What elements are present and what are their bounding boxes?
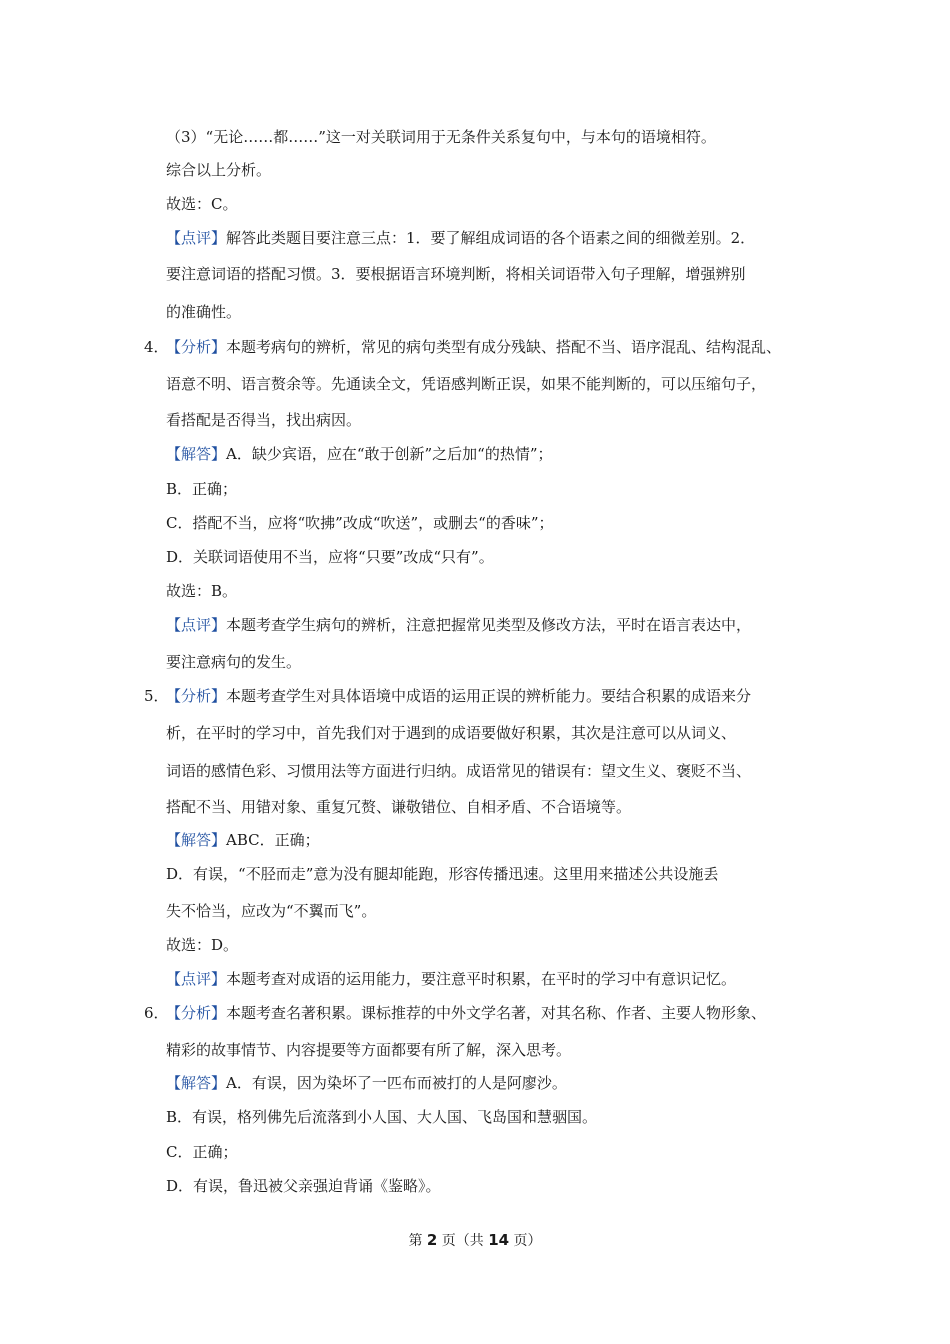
page-footer — [0, 1230, 950, 1251]
q5-answer-line-4: 故选：D。 — [166, 936, 239, 954]
footer-prefix: 第 — [408, 1233, 427, 1249]
analysis-tag: 【分析】 — [166, 1004, 227, 1022]
answer-text: A．有误，因为染坏了一匹布而被打的人是阿廖沙。 — [226, 1074, 567, 1092]
q4-answer-line-4: D．关联词语使用不当，应将“只要”改成“只有”。 — [166, 548, 494, 566]
block3-line-1: （3）“无论……都……”这一对关联词用于无条件关系复句中，与本句的语境相符。 — [166, 128, 716, 146]
q5-answer-line-3: 失不恰当，应改为“不翼而飞”。 — [166, 902, 377, 920]
footer-middle: 页（共 — [437, 1233, 489, 1249]
q5-answer-line-2: D．有误，“不胫而走”意为没有腿却能跑，形容传播迅速。这里用来描述公共设施丢 — [166, 865, 719, 883]
question-6-number: 6． — [144, 1004, 169, 1022]
block3-comment-line-1 — [166, 228, 826, 248]
analysis-text: 本题考病句的辨析，常见的病句类型有成分残缺、搭配不当、语序混乱、结构混乱、 — [226, 338, 782, 356]
q6-analysis-line-2: 精彩的故事情节、内容提要等方面都要有所了解，深入思考。 — [166, 1041, 572, 1059]
q4-analysis-line-3: 看搭配是否得当，找出病因。 — [166, 411, 362, 429]
comment-tag: 【点评】 — [166, 970, 227, 988]
answer-tag: 【解答】 — [166, 445, 227, 463]
q5-analysis-line-4: 搭配不当、用错对象、重复冗赘、谦敬错位、自相矛盾、不合语境等。 — [166, 798, 632, 816]
comment-tag: 【点评】 — [166, 229, 227, 247]
analysis-tag: 【分析】 — [166, 687, 227, 705]
q5-analysis-line-3: 词语的感情色彩、习惯用法等方面进行归纳。成语常见的错误有：望文生义、褒贬不当、 — [166, 762, 752, 780]
q5-analysis-line-1 — [166, 686, 826, 706]
answer-tag: 【解答】 — [166, 1074, 227, 1092]
q4-answer-line-2: B．正确； — [166, 480, 238, 498]
answer-tag: 【解答】 — [166, 831, 227, 849]
q6-analysis-line-1 — [166, 1003, 826, 1023]
q4-comment-line-1 — [166, 615, 826, 635]
footer-total-pages: 14 — [488, 1231, 510, 1249]
q6-answer-line-2: B．有误，格列佛先后流落到小人国、大人国、飞岛国和慧骃国。 — [166, 1108, 598, 1126]
q4-comment-line-2: 要注意病句的发生。 — [166, 653, 302, 671]
footer-suffix: 页） — [509, 1233, 542, 1249]
question-5-number: 5． — [144, 687, 169, 705]
block3-line-3: 故选：C。 — [166, 195, 238, 213]
block3-comment-line-2: 要注意词语的搭配习惯。3．要根据语言环境判断，将相关词语带入句子理解，增强辨别 — [166, 265, 746, 283]
q4-analysis-line-2: 语意不明、语言赘余等。先通读全文，凭语感判断正误，如果不能判断的，可以压缩句子， — [166, 375, 767, 393]
analysis-text: 本题考查学生对具体语境中成语的运用正误的辨析能力。要结合积累的成语来分 — [226, 687, 752, 705]
comment-text: 解答此类题目要注意三点：1．要了解组成词语的各个语素之间的细微差别。2． — [226, 229, 756, 247]
q6-answer-line-4: D．有误，鲁迅被父亲强迫背诵《鉴略》。 — [166, 1177, 441, 1195]
q5-analysis-line-2: 析，在平时的学习中，首先我们对于遇到的成语要做好积累，其次是注意可以从词义、 — [166, 724, 737, 742]
footer-page-number: 2 — [426, 1231, 438, 1249]
comment-text: 本题考查对成语的运用能力，要注意平时积累，在平时的学习中有意识记忆。 — [226, 970, 737, 988]
comment-text: 本题考查学生病句的辨析，注意把握常见类型及修改方法，平时在语言表达中， — [226, 616, 752, 634]
comment-tag: 【点评】 — [166, 616, 227, 634]
analysis-text: 本题考查名著积累。课标推荐的中外文学名著，对其名称、作者、主要人物形象、 — [226, 1004, 767, 1022]
q6-answer-line-3: C．正确； — [166, 1143, 238, 1161]
block3-line-2: 综合以上分析。 — [166, 161, 272, 179]
q4-answer-line-5: 故选：B。 — [166, 582, 238, 600]
q6-answer-line-1 — [166, 1073, 826, 1093]
answer-text: A．缺少宾语，应在“敢于创新”之后加“的热情”； — [226, 445, 553, 463]
answer-text: ABC．正确； — [226, 831, 320, 849]
block3-comment-line-3: 的准确性。 — [166, 303, 242, 321]
q5-comment-line-1 — [166, 969, 826, 989]
q4-answer-line-3: C．搭配不当，应将“吹拂”改成“吹送”，或删去“的香味”； — [166, 514, 554, 532]
analysis-tag: 【分析】 — [166, 338, 227, 356]
q4-analysis-line-1 — [166, 337, 826, 357]
q5-answer-line-1 — [166, 830, 826, 850]
question-4-number: 4． — [144, 338, 169, 356]
q4-answer-line-1 — [166, 444, 826, 464]
